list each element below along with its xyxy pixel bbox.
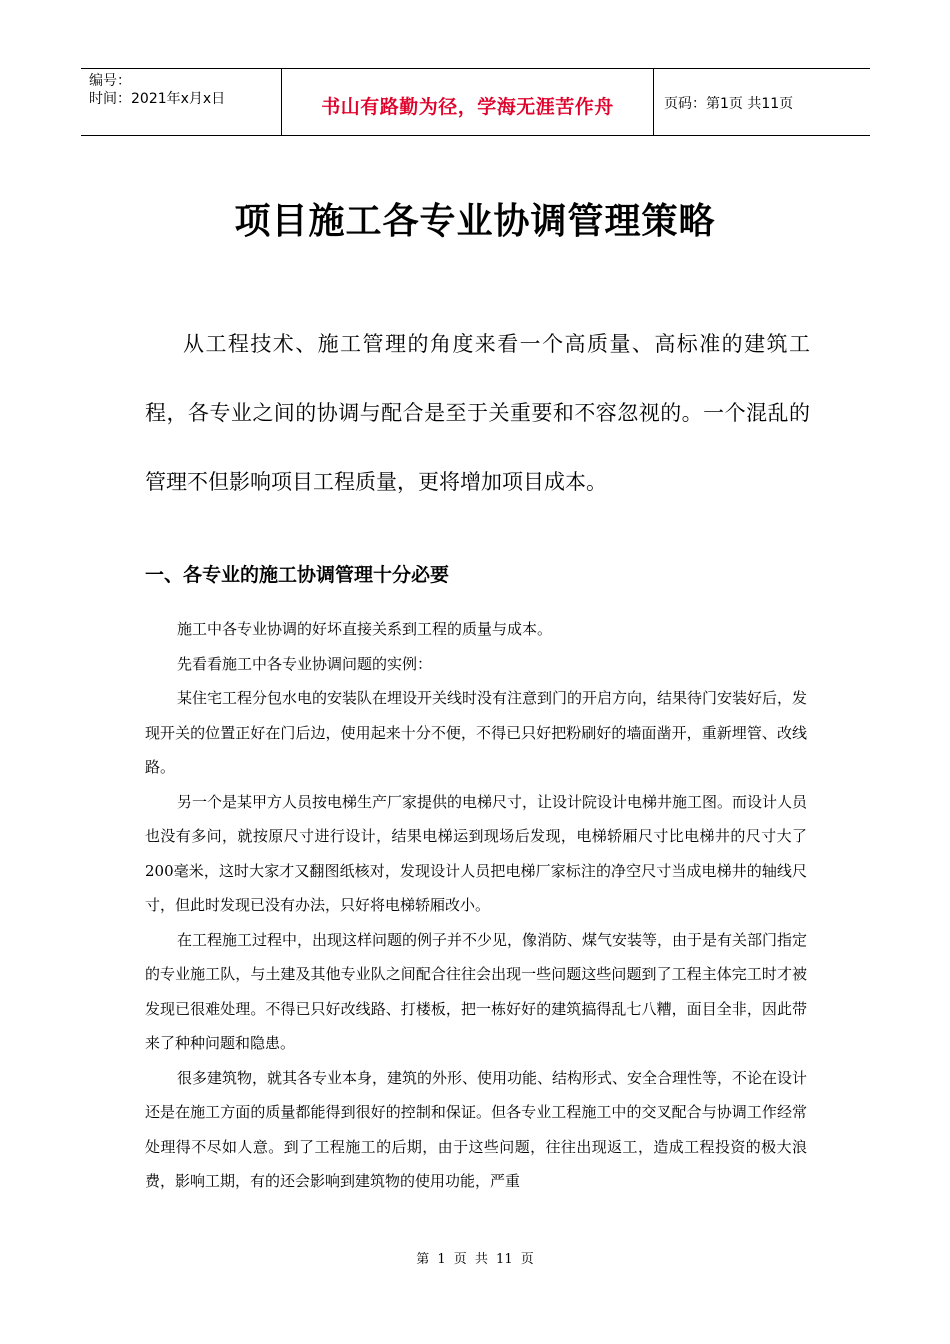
body-paragraph: 施工中各专业协调的好坏直接关系到工程的质量与成本。 [177, 620, 553, 638]
header-motto: 书山有路勤为径，学海无涯苦作舟 [321, 95, 614, 118]
header-page-info: 页码：第1页 共11页 [664, 96, 794, 112]
header-meta-cell [81, 69, 282, 135]
document-title: 项目施工各专业协调管理策略 [234, 201, 716, 242]
document-date-label: 时间：2021年x月x日 [89, 91, 226, 107]
header-page-cell [654, 69, 870, 135]
header-table [81, 68, 870, 136]
intro-paragraph: 从工程技术、施工管理的角度来看一个高质量、高标准的建筑工程，各专业之间的协调与配合是至于关重要和不容忽视的。一个混乱的管理不但影响项目工程质量，更将增加项目成本。 [145, 332, 810, 494]
section-heading: 一、各专业的施工协调管理十分必要 [145, 564, 450, 586]
page-footer: 第 1 页 共 11 页 [416, 1252, 534, 1267]
body-paragraph: 某住宅工程分包水电的安装队在埋设开关线时没有注意到门的开启方向，结果待门安装好后，发现开关的位置正好在门后边，使用起来十分不便，不得已只好把粉刷好的墙面凿开，重新埋管、改线路。 [145, 689, 808, 776]
section-body [145, 612, 807, 1199]
header-motto-cell [282, 69, 654, 135]
document-number-label: 编号： [89, 73, 131, 89]
body-paragraph: 很多建筑物，就其各专业本身，建筑的外形、使用功能、结构形式、安全合理性等，不论在设计还是在施工方面的质量都能得到很好的控制和保证。但各专业工程施工中的交叉配合与协调工作经常处理得不尽如人意。到了工程施工的后期，由于这些问题，往往出现返工，造成工程投资的极大浪费，影响工期，有的还会影响到建筑物的使用功能，严重 [145, 1068, 808, 1190]
body-paragraph: 在工程施工过程中，出现这样问题的例子并不少见，像消防、煤气安装等，由于是有关部门指定的专业施工队，与土建及其他专业队之间配合往往会出现一些问题这些问题到了工程主体完工时才被发现已很难处理。不得已只好改线路、打楼板，把一栋好好的建筑搞得乱七八糟，面目全非，因此带来了种种问题和隐患。 [145, 930, 808, 1052]
body-paragraph: 先看看施工中各专业协调问题的实例： [177, 654, 433, 673]
body-paragraph: 另一个是某甲方人员按电梯生产厂家提供的电梯尺寸，让设计院设计电梯井施工图。而设计人员也没有多问，就按原尺寸进行设计，结果电梯运到现场后发现，电梯轿厢尺寸比电梯井的尺寸大了200毫米，这时大家才又翻图纸核对，发现设计人员把电梯厂家标注的净空尺寸当成电梯井的轴线尺寸，但此时发现已没有办法，只好将电梯轿厢改小。 [145, 792, 808, 914]
